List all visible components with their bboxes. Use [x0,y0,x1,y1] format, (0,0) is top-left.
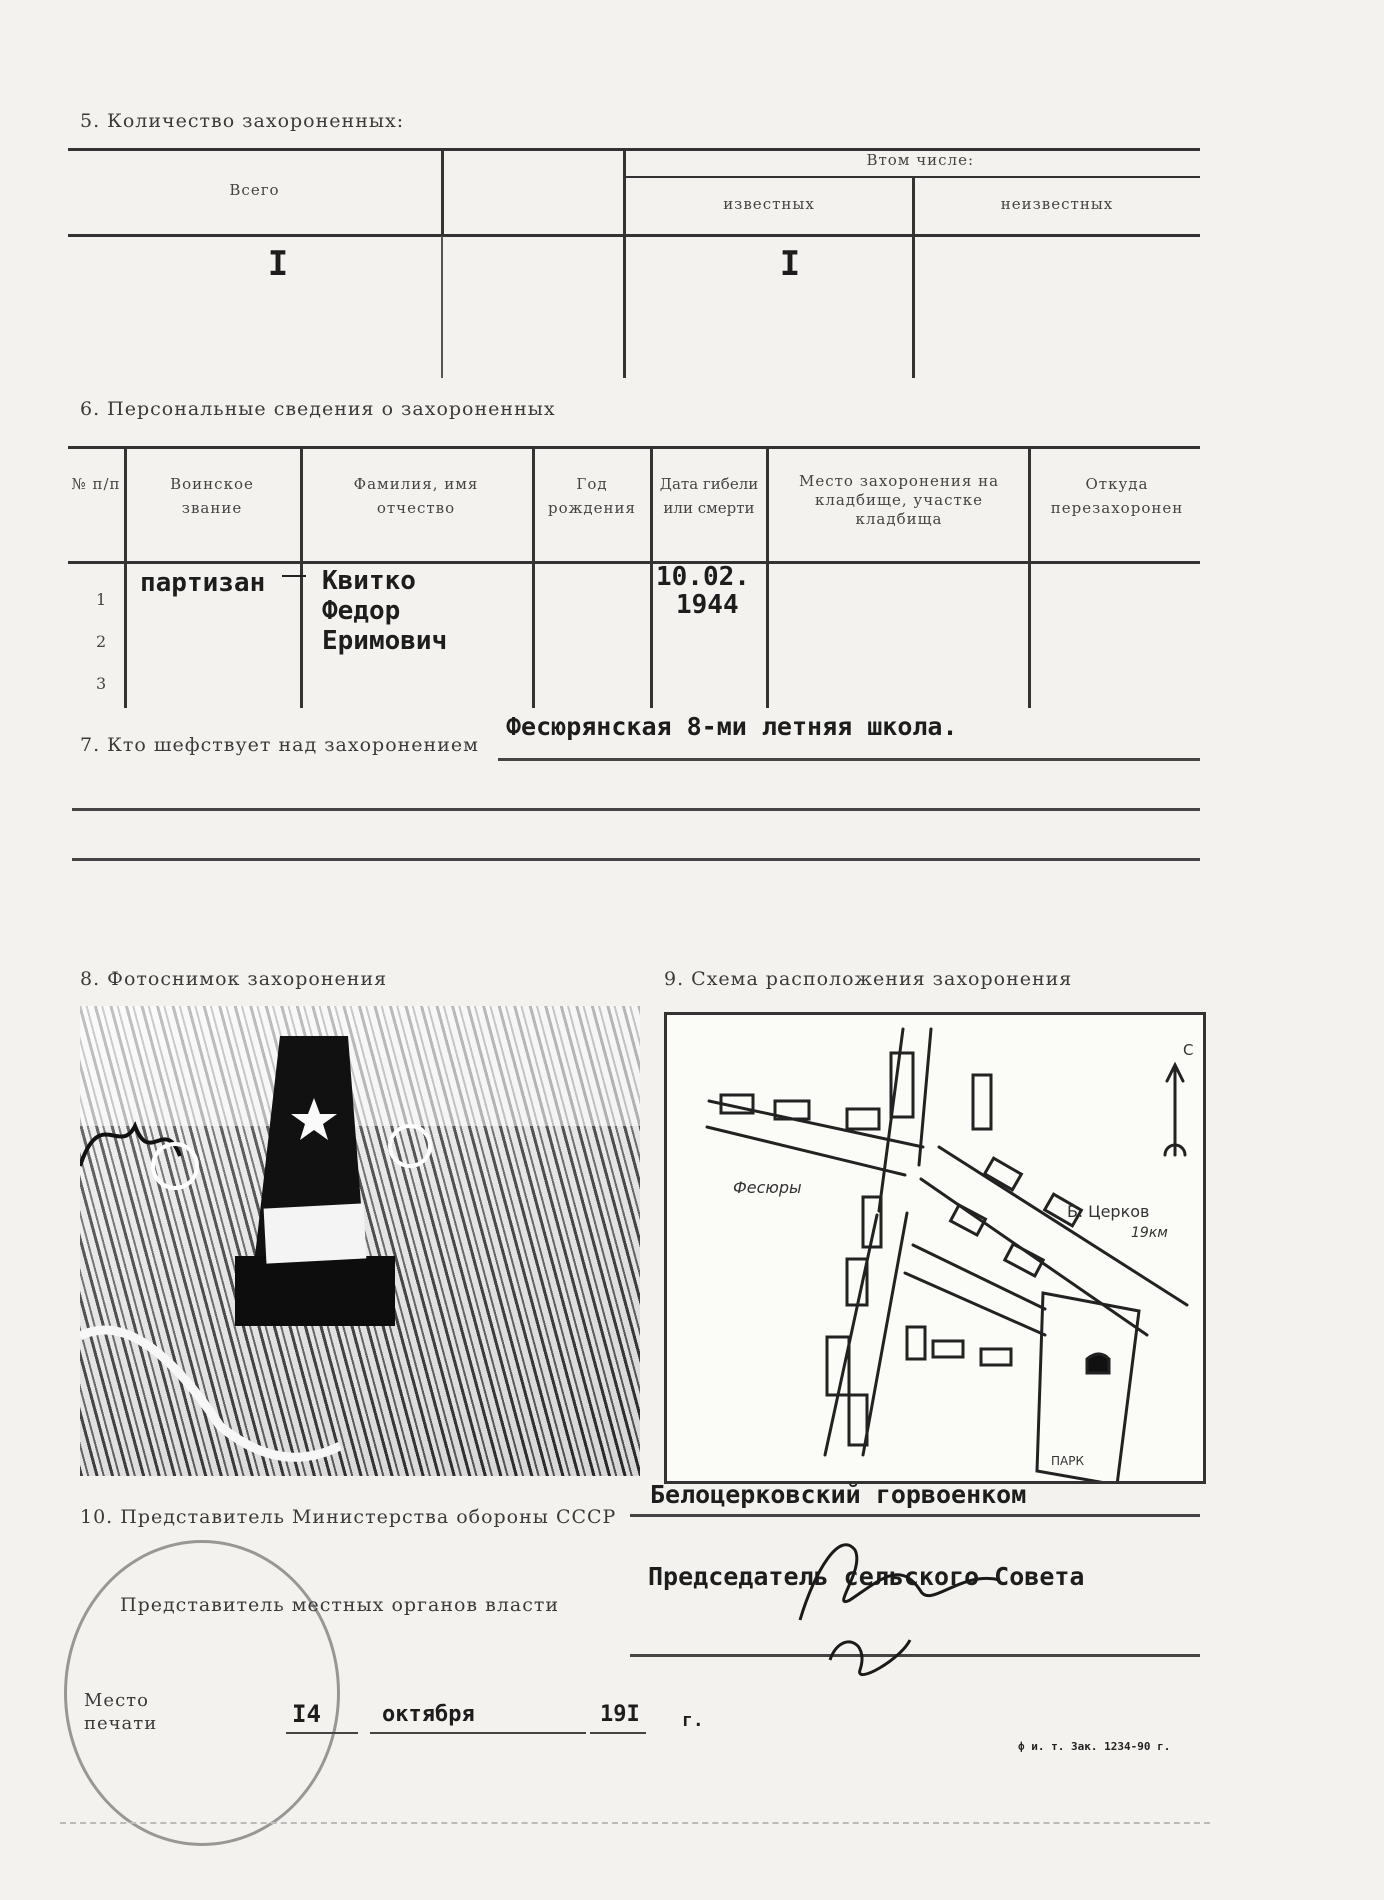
date-day-line [286,1732,358,1734]
print-info: ф и. т. Зак. 1234-90 г. [1018,1740,1171,1753]
total-value: I [267,244,289,284]
header-unknown: неизвестных [1000,195,1114,213]
map-drawing [667,1015,1203,1481]
row-number: 2 [96,632,107,651]
date-suffix: г. [682,1710,704,1731]
section9-title: 9. Схема расположения захоронения [664,968,1073,990]
local-authority-label: Представитель местных органов власти [120,1594,560,1616]
col-reburied-from: Откуда перезахоронен [1050,475,1184,517]
rank-value: партизан [140,568,266,598]
local-authority-value: Председатель сельского Совета [648,1562,1085,1591]
col-name: Фамилия, имя отчество [353,475,479,517]
col-number: № п/п [71,475,121,493]
date-year-line [590,1732,646,1734]
date-year: 19I [600,1702,640,1727]
map-village-label: Фесюры [733,1178,802,1197]
burial-photo [80,1006,640,1476]
header-including: Втом числе: [866,151,974,169]
row-number: 1 [96,590,107,609]
strike-mark [282,575,306,577]
mo-representative-value: Белоцерковский горвоенком [650,1480,1027,1509]
blank-line [72,808,1200,811]
map-park-label: ПАРК [1051,1454,1084,1468]
first-name-value: Федор [322,596,401,626]
col-death-date: Дата гибели или смерти [659,475,759,517]
death-year-value: 1944 [676,590,739,620]
bottom-edge [60,1822,1210,1824]
patronymic-value: Еримович [322,626,448,656]
header-known: известных [723,195,815,213]
section5-title: 5. Количество захороненных: [80,110,405,132]
date-month: октября [382,1702,475,1727]
known-value: I [779,244,801,284]
location-map [664,1012,1206,1484]
patron-line [498,758,1200,761]
header-total: Всего [229,181,280,199]
section6-title: 6. Персональные сведения о захороненных [80,398,556,420]
map-direction-label: Б. Церков [1067,1202,1150,1221]
row-number: 3 [96,674,107,693]
patron-value: Фесюрянская 8-ми летняя школа. [506,712,958,741]
death-day-month-value: 10.02. [656,562,750,592]
section7-title: 7. Кто шефствует над захоронением [80,734,479,756]
blank-line [72,858,1200,861]
col-rank: Воинское звание [170,475,254,517]
surname-value: Квитко [322,566,416,596]
map-north-label: С [1183,1041,1194,1059]
signature-image [760,1510,1060,1690]
monument-image [80,1006,640,1476]
seal-label-text: Место печати [84,1690,158,1734]
seal-label [84,1690,174,1735]
col-burial-place: Место захоронения на кладбище, участке кладбища [798,472,1000,528]
section10-title: 10. Представитель Министерства обороны СССР [80,1506,617,1528]
date-day: I4 [292,1700,321,1728]
col-birth-year: Год рождения [547,475,636,517]
section8-title: 8. Фотоснимок захоронения [80,968,388,990]
map-distance-label: 19км [1131,1225,1168,1241]
date-month-line [370,1732,586,1734]
